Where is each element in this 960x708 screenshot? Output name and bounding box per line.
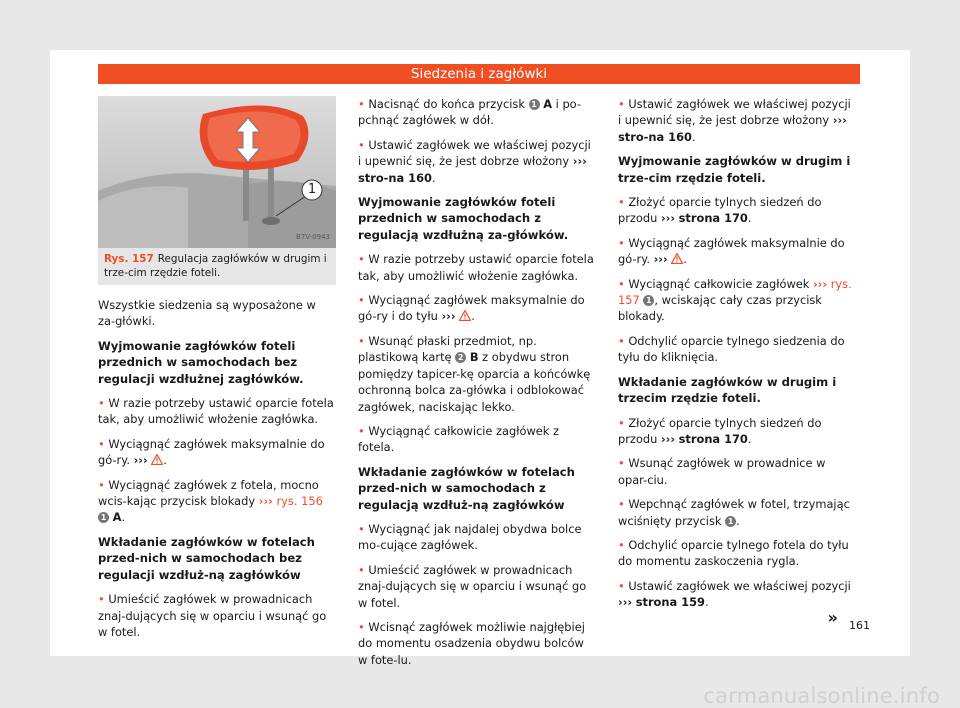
callout-badge: 1 [529, 99, 540, 110]
page-reference[interactable]: strona 170 [678, 431, 748, 446]
figure-code: B7V-0943 [296, 232, 330, 241]
list-item: • Wyciągnąć jak najdalej obydwa bolce mo-cujące zagłówek. [358, 521, 582, 553]
list-item: • Umieścić zagłówek w prowadnicach znaj-dujących się w oparciu i wsunąć go w fotel. [358, 562, 587, 610]
list-item: • W razie potrzeby ustawić oparcie fotela tak, aby umożliwić włożenie zagłówka. [358, 252, 594, 283]
figure-headrest [98, 96, 336, 248]
list-item: • Wyciągnąć zagłówek z fotela, mocno wcis-kając przycisk blokady ››› rys. 156 1 A. [98, 477, 323, 525]
watermark: carmanualsonline.info [703, 684, 940, 708]
callout-badge: 2 [455, 352, 466, 363]
list-item: • Wyciągnąć zagłówek maksymalnie do gó-ry i do tyłu ››› . [358, 293, 585, 324]
heading-front-insert-adjust: Wkładanie zagłówków w fotelach przed-nich w samochodach z regulacją wzdłuż-ną zagłówków [358, 464, 575, 512]
list-item: • Wcisnąć zagłówek możliwie najgłębiej do momentu osadzenia obydwu bolców w fote-lu. [358, 619, 585, 667]
warning-icon[interactable] [151, 454, 163, 465]
figure-label: Rys. 157 [104, 253, 154, 265]
list-item: • Wyciągnąć zagłówek maksymalnie do gó-ry. ››› . [98, 436, 325, 468]
heading-rear-insert: Wkładanie zagłówków w drugim i trzecim rzędzie foteli. [618, 374, 837, 406]
list-item: • Złożyć oparcie tylnych siedzeń do przodu ››› strona 170. [618, 195, 822, 226]
column-2 [358, 96, 596, 676]
list-item: • Ustawić zagłówek we właściwej pozycji ››› strona 159. [618, 578, 851, 610]
figure-callout-1: 1 [307, 182, 317, 197]
list-item: • Wyciągnąć całkowicie zagłówek z fotela. [358, 423, 559, 455]
heading-front-insert-no-adjust: Wkładanie zagłówków w fotelach przed-nich w samochodach bez regulacji wzdłuż-ną zagłówków [98, 534, 315, 582]
list-item: • W razie potrzeby ustawić oparcie fotela tak, aby umożliwić włożenie zagłówka. [98, 396, 334, 427]
heading-rear-remove: Wyjmowanie zagłówków w drugim i trze-cim rzędzie foteli. [618, 154, 851, 185]
section-title: Siedzenia i zagłówki [98, 64, 860, 84]
list-item: • Wyciągnąć całkowicie zagłówek ››› rys. 157 1 , wciskając cały czas przycisk blokady. [618, 276, 852, 324]
warning-icon[interactable] [671, 253, 683, 264]
list-item: • Umieścić zagłówek w prowadnicach znaj-dujących się w oparciu i wsunąć go w fotel. [98, 592, 327, 639]
figure-caption [98, 248, 336, 285]
page-reference[interactable]: stro-na 160 [618, 129, 692, 144]
warning-icon[interactable] [459, 310, 471, 321]
list-item: • Odchylić oparcie tylnego siedzenia do tyłu do kliknięcia. [618, 333, 845, 365]
callout-badge: 1 [98, 512, 109, 523]
heading-front-remove-adjust: Wyjmowanie zagłówków foteli przednich w samochodach z regulacją wzdłużną za-główków. [358, 195, 569, 242]
list-item: • Ustawić zagłówek we właściwej pozycji i upewnić się, że jest dobrze włożony ››› stro-na 160. [358, 137, 591, 185]
figure-caption-text: Regulacja zagłówków w drugim i trze-cim rzędzie foteli. [104, 253, 327, 279]
list-item: • Wsunąć płaski przedmiot, np. plastikową kartę 2 B z obydwu stron pomiędzy tapicer-kę oparcia a końcówkę ochronną bolca za-główka i odblokować zagłówek, naciskając lekko. [358, 333, 591, 414]
page-reference[interactable]: stro-na 160 [358, 170, 432, 185]
continued-marker: » [827, 608, 838, 627]
figure-link[interactable]: rys. 156 [276, 494, 323, 509]
page-number: 161 [849, 619, 870, 632]
list-item: • Nacisnąć do końca przycisk 1 A i po-pchnąć zagłówek w dół. [358, 97, 581, 128]
list-item: • Wepchnąć zagłówek w fotel, trzymając wciśnięty przycisk 1 . [618, 497, 850, 528]
intro-text: Wszystkie siedzenia są wyposażone w za-główki. [98, 298, 316, 329]
column-3 [618, 96, 856, 619]
list-item: • Wsunąć zagłówek w prowadnice w opar-ciu. [618, 456, 826, 487]
page-reference[interactable]: strona 170 [678, 211, 748, 226]
column-1 [98, 96, 336, 648]
heading-front-remove-no-adjust: Wyjmowanie zagłówków foteli przednich w samochodach bez regulacji wzdłużnej zagłówków. [98, 338, 304, 386]
callout-badge: 1 [643, 295, 654, 306]
page-reference[interactable]: strona 159 [635, 595, 705, 610]
list-item: • Złożyć oparcie tylnych siedzeń do przodu ››› strona 170. [618, 415, 822, 446]
list-item: • Ustawić zagłówek we właściwej pozycji i upewnić się, że jest dobrze włożony ››› stro-na 160. [618, 97, 851, 144]
callout-badge: 1 [725, 516, 736, 527]
list-item: • Odchylić oparcie tylnego fotela do tyłu do momentu zaskoczenia rygla. [618, 537, 849, 569]
list-item: • Wyciągnąć zagłówek maksymalnie do gó-ry. ››› . [618, 235, 845, 267]
headrest-illustration [98, 96, 336, 248]
manual-page [50, 50, 910, 667]
figure-link[interactable]: rys. 157 [618, 276, 852, 308]
